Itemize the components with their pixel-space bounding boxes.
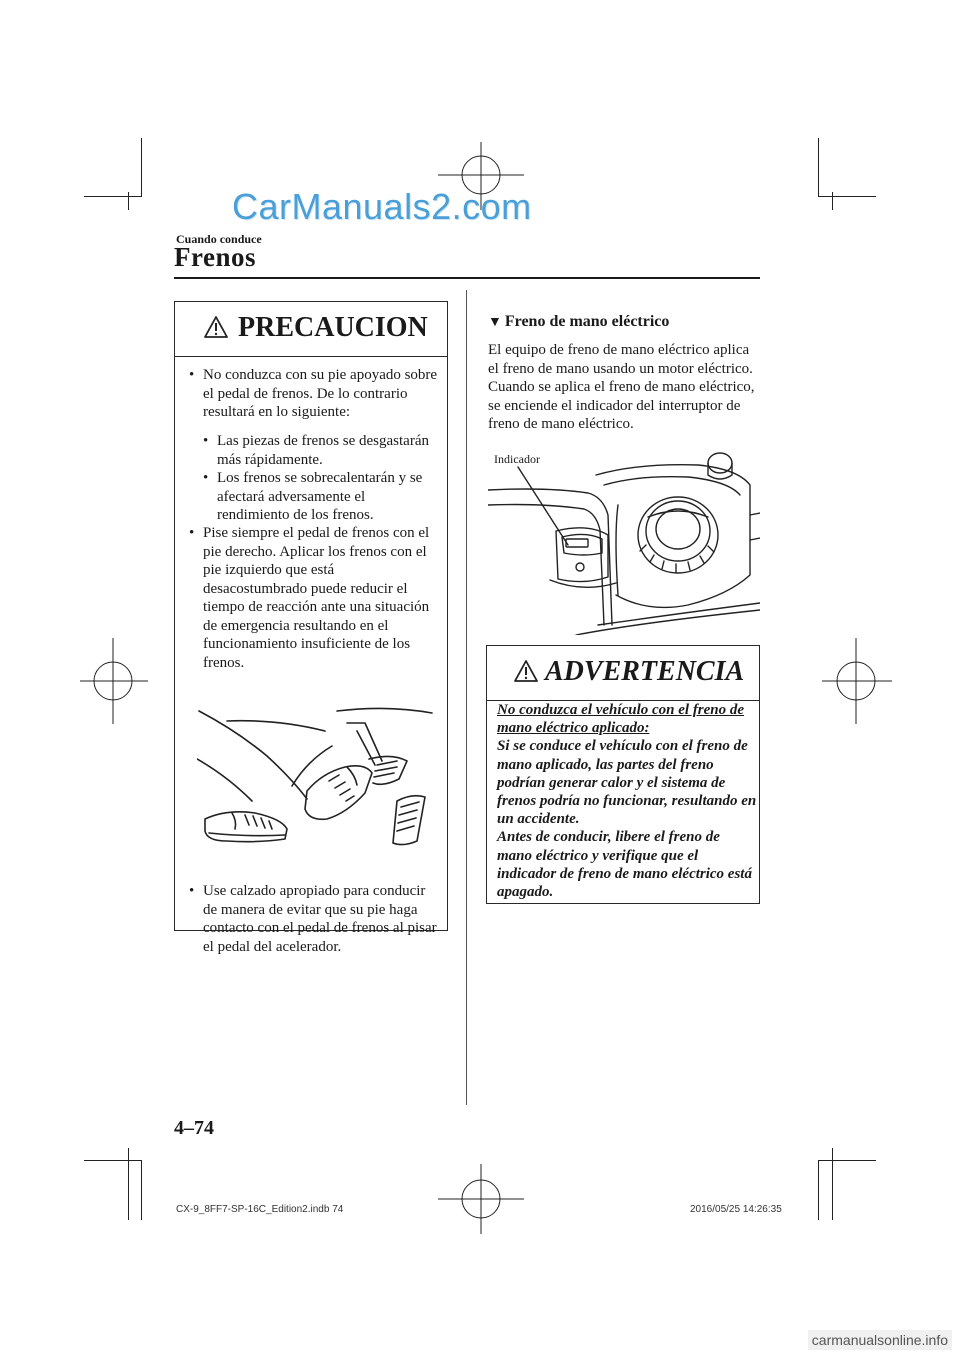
column-divider (466, 290, 467, 1105)
warning-body (497, 701, 757, 901)
pedal-illustration (197, 701, 437, 851)
caution-subbullet-2: • Los frenos se sobrecalentarán y se afectará adversamente el rendimiento de los frenos. (203, 469, 425, 525)
caution-subbullet-1: • Las piezas de frenos se desgastarán más rápidamente. (203, 432, 443, 469)
warning-triangle-icon (514, 660, 538, 682)
warning-box (486, 645, 760, 904)
caution-bullet-2: • Pise siempre el pedal de frenos con el pie derecho. Aplicar los frenos con el pie izquierdo que está desacostumbrado puede reducir el tiempo de reacción ante una situación de emergencia resultando en el funcionamiento insuficiente de los frenos. (189, 524, 439, 672)
ebrake-heading-text: Freno de mano eléctrico (504, 313, 670, 330)
caution-bullet-3: • Use calzado apropiado para conducir de manera de evitar que su pie haga contacto con el pedal de frenos al pisar el pedal del acelerador. (189, 882, 439, 956)
caution-bullet-1: • No conduzca con su pie apoyado sobre el pedal de frenos. De lo contrario resultará en lo siguiente: (189, 367, 438, 420)
warning-text-2: Antes de conducir, libere el freno de mano eléctrico y verifique que el indicador de freno de mano eléctrico está apagado. (497, 829, 752, 901)
section-label: Cuando conduce (176, 232, 262, 246)
warning-header (487, 646, 759, 701)
warning-triangle-icon (204, 316, 228, 338)
ebrake-intro: El equipo de freno de mano eléctrico aplica el freno de mano usando un motor eléctrico. Cuando se aplica el freno de mano eléctrico, se enciende el indicador del interruptor de freno de mano eléctrico. (488, 342, 755, 432)
header-rule (174, 277, 760, 279)
footer-file: CX-9_8FF7-SP-16C_Edition2.indb 74 (176, 1204, 344, 1215)
caution-header (175, 302, 447, 357)
warning-title: ADVERTENCIA (545, 656, 745, 687)
indicator-label: Indicador (494, 452, 540, 466)
caution-title: PRECAUCION (238, 312, 428, 343)
warning-underlined: No conduzca el vehículo con el freno de mano eléctrico aplicado: (497, 702, 745, 737)
caution-subbullet-1-text: Las piezas de frenos se desgastarán más rápidamente. (217, 433, 429, 468)
registration-mark-left (76, 638, 156, 724)
footer-timestamp: 2016/05/25 14:26:35 (690, 1204, 782, 1215)
ebrake-heading (488, 313, 669, 331)
warning-text-1: Si se conduce el vehículo con el freno de mano aplicado, las partes del freno podrían generar calor y el sistema de frenos podría no funcionar, resultando en un accidente. (497, 738, 757, 828)
caution-box (174, 301, 448, 955)
page-number: 4–74 (174, 1117, 214, 1139)
registration-mark-right (816, 638, 896, 724)
watermark-top[interactable]: CarManuals2.com (232, 186, 532, 227)
ebrake-switch-illustration (488, 445, 760, 635)
watermark-bottom[interactable]: carmanualsonline.info (808, 1330, 952, 1350)
caution-bullet-3-text: Use calzado apropiado para conducir de manera de evitar que su pie haga contacto con el pedal de frenos al pisar el pedal del acelerador. (203, 883, 437, 955)
caution-bullet-2-text: Pise siempre el pedal de frenos con el pie derecho. Aplicar los frenos con el pie izquierdo que está desacostumbrado puede reducir el tiempo de reacción ante una situación de emergencia resultando en el funcionamiento insuficiente de los frenos. (203, 525, 430, 671)
down-triangle-icon: ▼ (488, 315, 502, 330)
registration-mark-bottom (438, 1158, 524, 1238)
caution-subbullet-2-text: Los frenos se sobrecalentarán y se afectará adversamente el rendimiento de los frenos. (217, 470, 423, 523)
caution-bullet-1-text: No conduzca con su pie apoyado sobre el pedal de frenos. De lo contrario resultará en lo siguiente: (203, 367, 438, 420)
page-title: Frenos (174, 242, 256, 272)
